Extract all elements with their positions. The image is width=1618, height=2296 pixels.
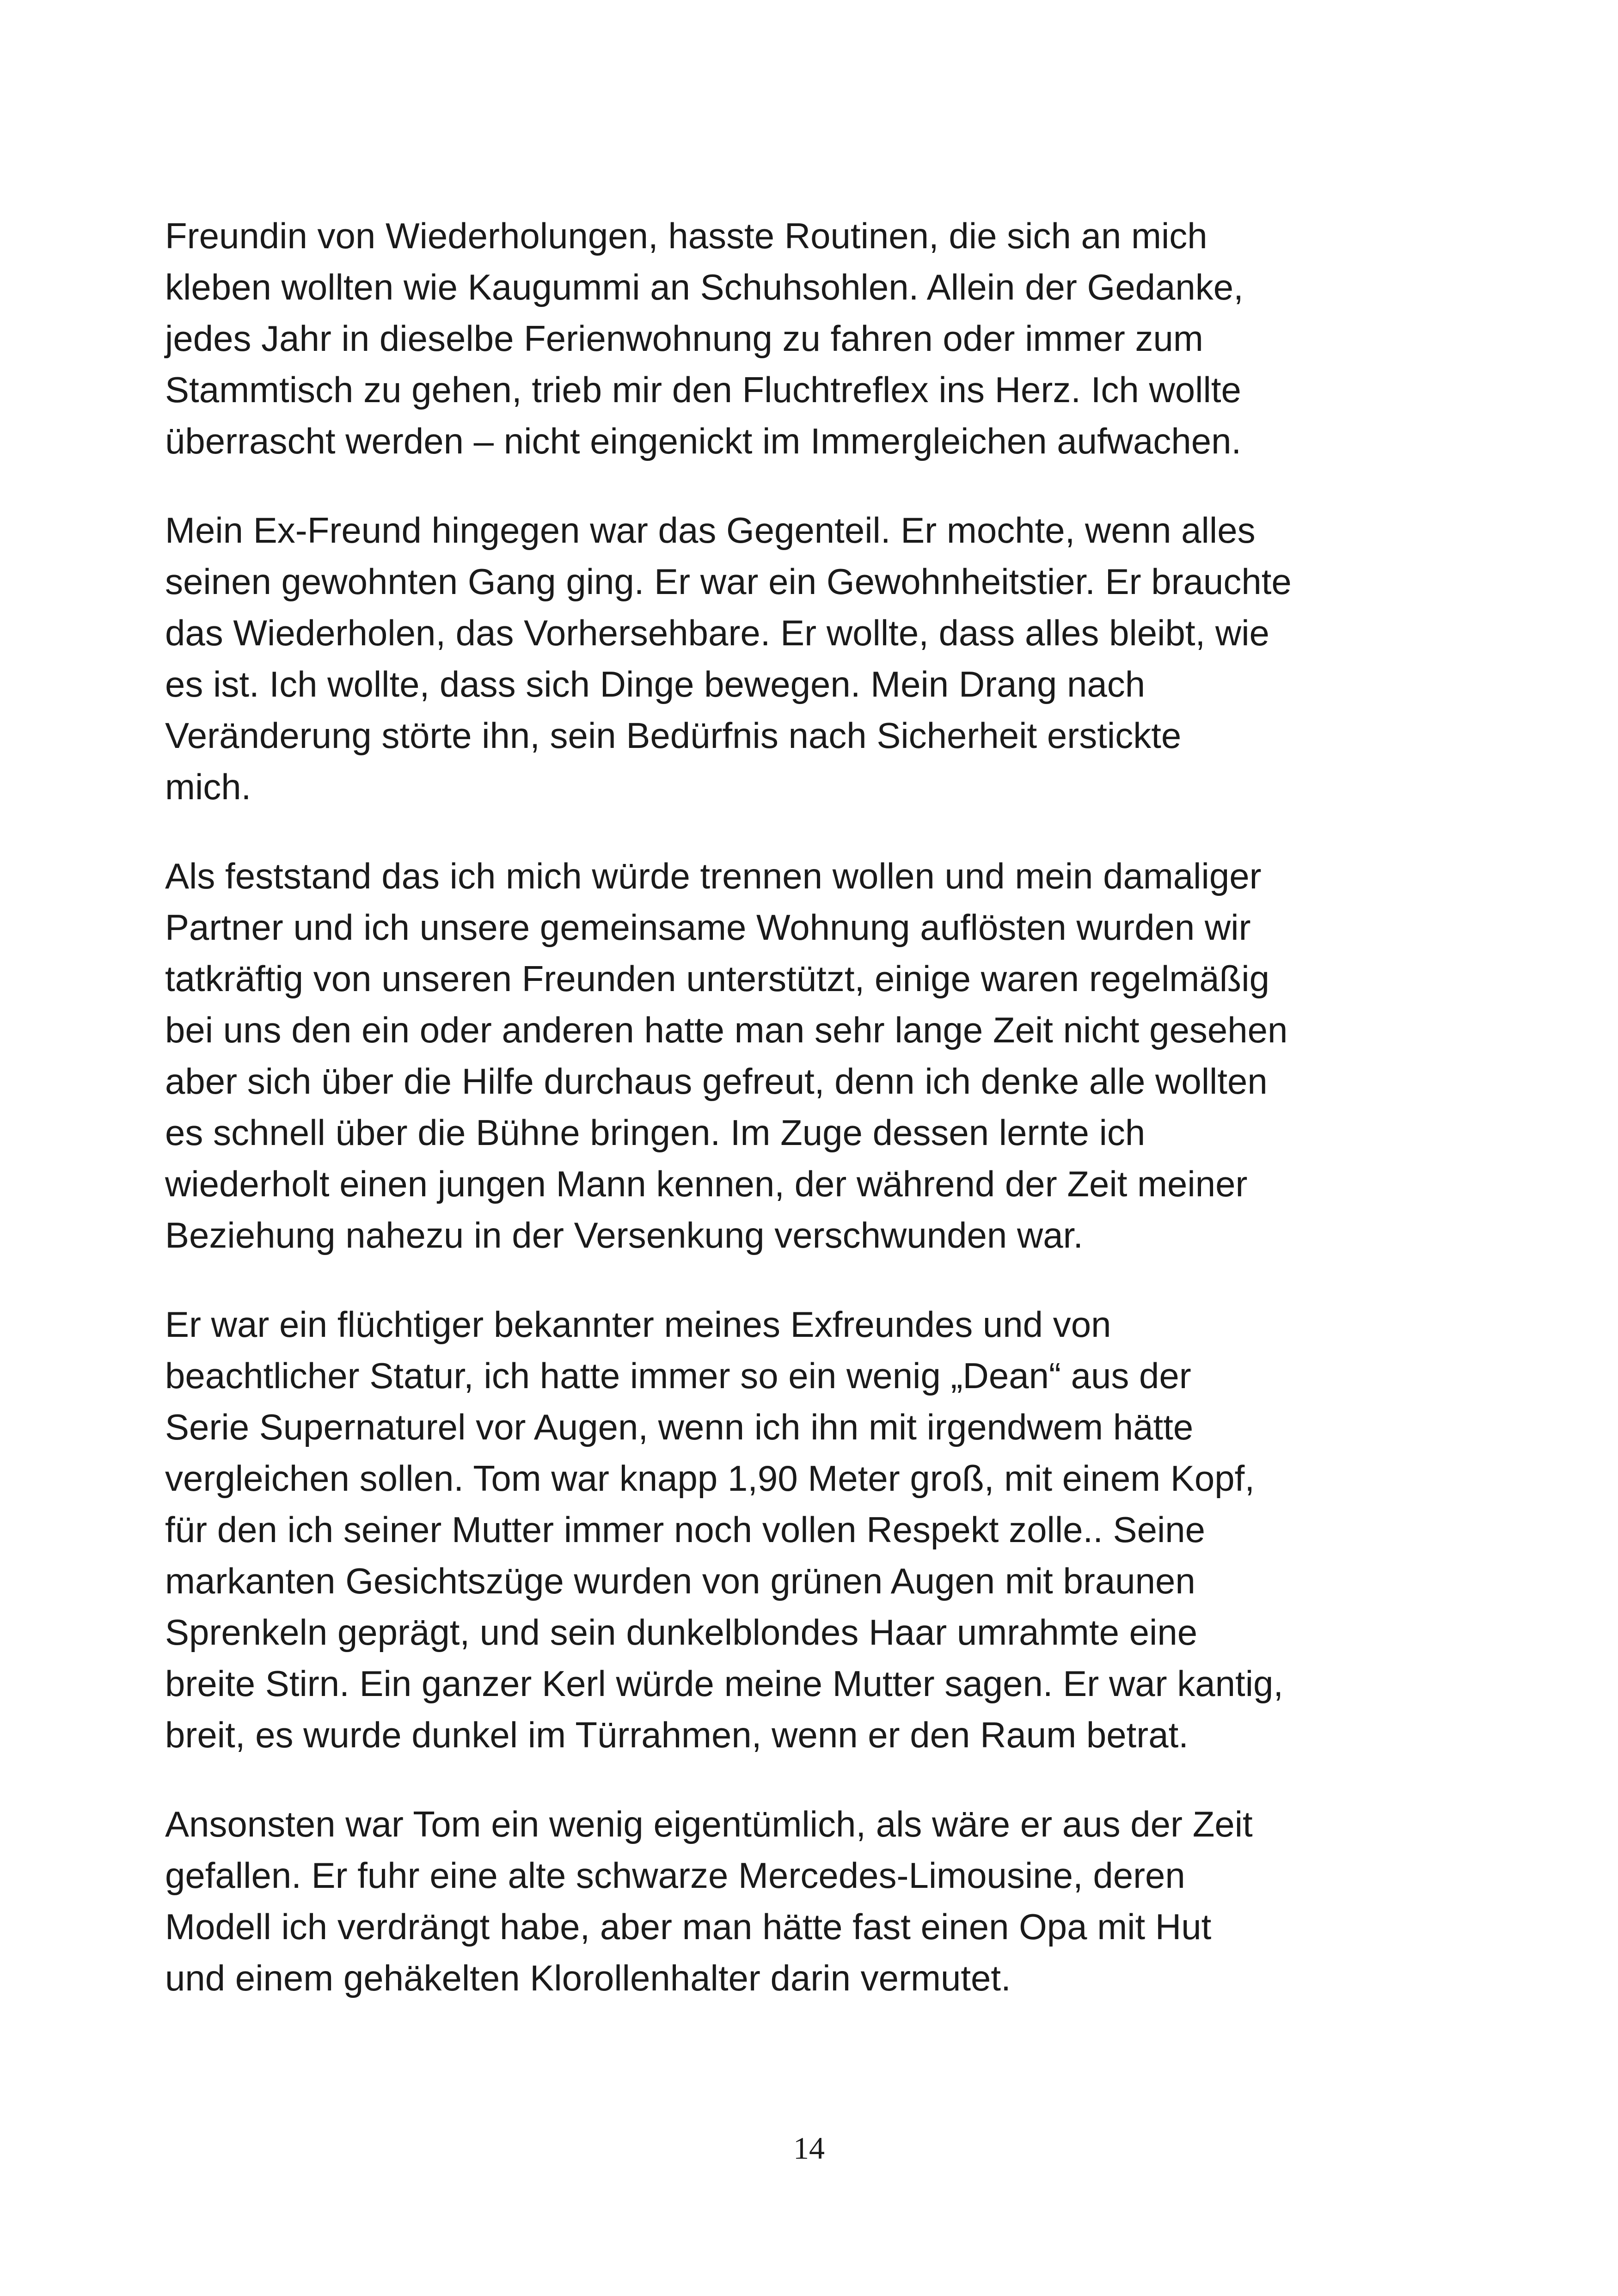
text-line: breit, es wurde dunkel im Türrahmen, wenn er den Raum betrat.: [165, 1714, 1189, 1755]
text-line: bei uns den ein oder anderen hatte man sehr lange Zeit nicht gesehen: [165, 1010, 1288, 1050]
text-line: Er war ein flüchtiger bekannter meines Exfreundes und von: [165, 1304, 1111, 1345]
text-line: Modell ich verdrängt habe, aber man hätte fast einen Opa mit Hut: [165, 1906, 1212, 1947]
text-line: kleben wollten wie Kaugummi an Schuhsohlen. Allein der Gedanke,: [165, 267, 1244, 307]
text-line: vergleichen sollen. Tom war knapp 1,90 Meter groß, mit einem Kopf,: [165, 1458, 1255, 1499]
text-line: es schnell über die Bühne bringen. Im Zuge dessen lernte ich: [165, 1112, 1146, 1153]
paragraph-4: [165, 1299, 1459, 1761]
text-line: Freundin von Wiederholungen, hasste Routinen, die sich an mich: [165, 215, 1207, 256]
text-line: überrascht werden – nicht eingenickt im Immergleichen aufwachen.: [165, 421, 1242, 461]
text-line: Als feststand das ich mich würde trennen wollen und mein damaliger: [165, 856, 1262, 896]
text-line: Mein Ex-Freund hingegen war das Gegenteil. Er mochte, wenn alles: [165, 510, 1256, 551]
text-line: Serie Supernaturel vor Augen, wenn ich ihn mit irgendwem hätte: [165, 1407, 1194, 1447]
paragraph-2: [165, 505, 1459, 813]
text-line: aber sich über die Hilfe durchaus gefreut, denn ich denke alle wollten: [165, 1061, 1268, 1102]
text-line: das Wiederholen, das Vorhersehbare. Er wollte, dass alles bleibt, wie: [165, 612, 1269, 653]
paragraph-5: [165, 1799, 1459, 2004]
text-line: wiederholt einen jungen Mann kennen, der während der Zeit meiner: [165, 1163, 1248, 1204]
text-line: jedes Jahr in dieselbe Ferienwohnung zu fahren oder immer zum: [165, 318, 1203, 359]
text-line: Veränderung störte ihn, sein Bedürfnis nach Sicherheit erstickte: [165, 715, 1182, 756]
text-line: breite Stirn. Ein ganzer Kerl würde meine Mutter sagen. Er war kantig,: [165, 1663, 1284, 1704]
paragraph-3: [165, 851, 1459, 1261]
text-line: für den ich seiner Mutter immer noch vollen Respekt zolle.. Seine: [165, 1509, 1206, 1550]
text-line: seinen gewohnten Gang ging. Er war ein Gewohnheitstier. Er brauchte: [165, 561, 1292, 602]
text-line: mich.: [165, 766, 251, 807]
text-line: Sprenkeln geprägt, und sein dunkelblondes Haar umrahmte eine: [165, 1612, 1198, 1653]
text-line: und einem gehäkelten Klorollenhalter darin vermutet.: [165, 1958, 1011, 1998]
text-line: gefallen. Er fuhr eine alte schwarze Mercedes-Limousine, deren: [165, 1855, 1185, 1896]
body-text: [165, 210, 1459, 2042]
text-line: beachtlicher Statur, ich hatte immer so ein wenig „Dean“ aus der: [165, 1355, 1191, 1396]
text-line: Stammtisch zu gehen, trieb mir den Fluchtreflex ins Herz. Ich wollte: [165, 369, 1241, 410]
text-line: es ist. Ich wollte, dass sich Dinge bewegen. Mein Drang nach: [165, 664, 1146, 704]
text-line: Beziehung nahezu in der Versenkung verschwunden war.: [165, 1215, 1083, 1255]
page-number: 14: [793, 2131, 825, 2166]
paragraph-1: [165, 210, 1459, 467]
text-line: markanten Gesichtszüge wurden von grünen Augen mit braunen: [165, 1561, 1195, 1601]
text-line: tatkräftig von unseren Freunden unterstützt, einige waren regelmäßig: [165, 958, 1269, 999]
text-line: Ansonsten war Tom ein wenig eigentümlich, als wäre er aus der Zeit: [165, 1804, 1253, 1844]
text-line: Partner und ich unsere gemeinsame Wohnung auflösten wurden wir: [165, 907, 1251, 948]
